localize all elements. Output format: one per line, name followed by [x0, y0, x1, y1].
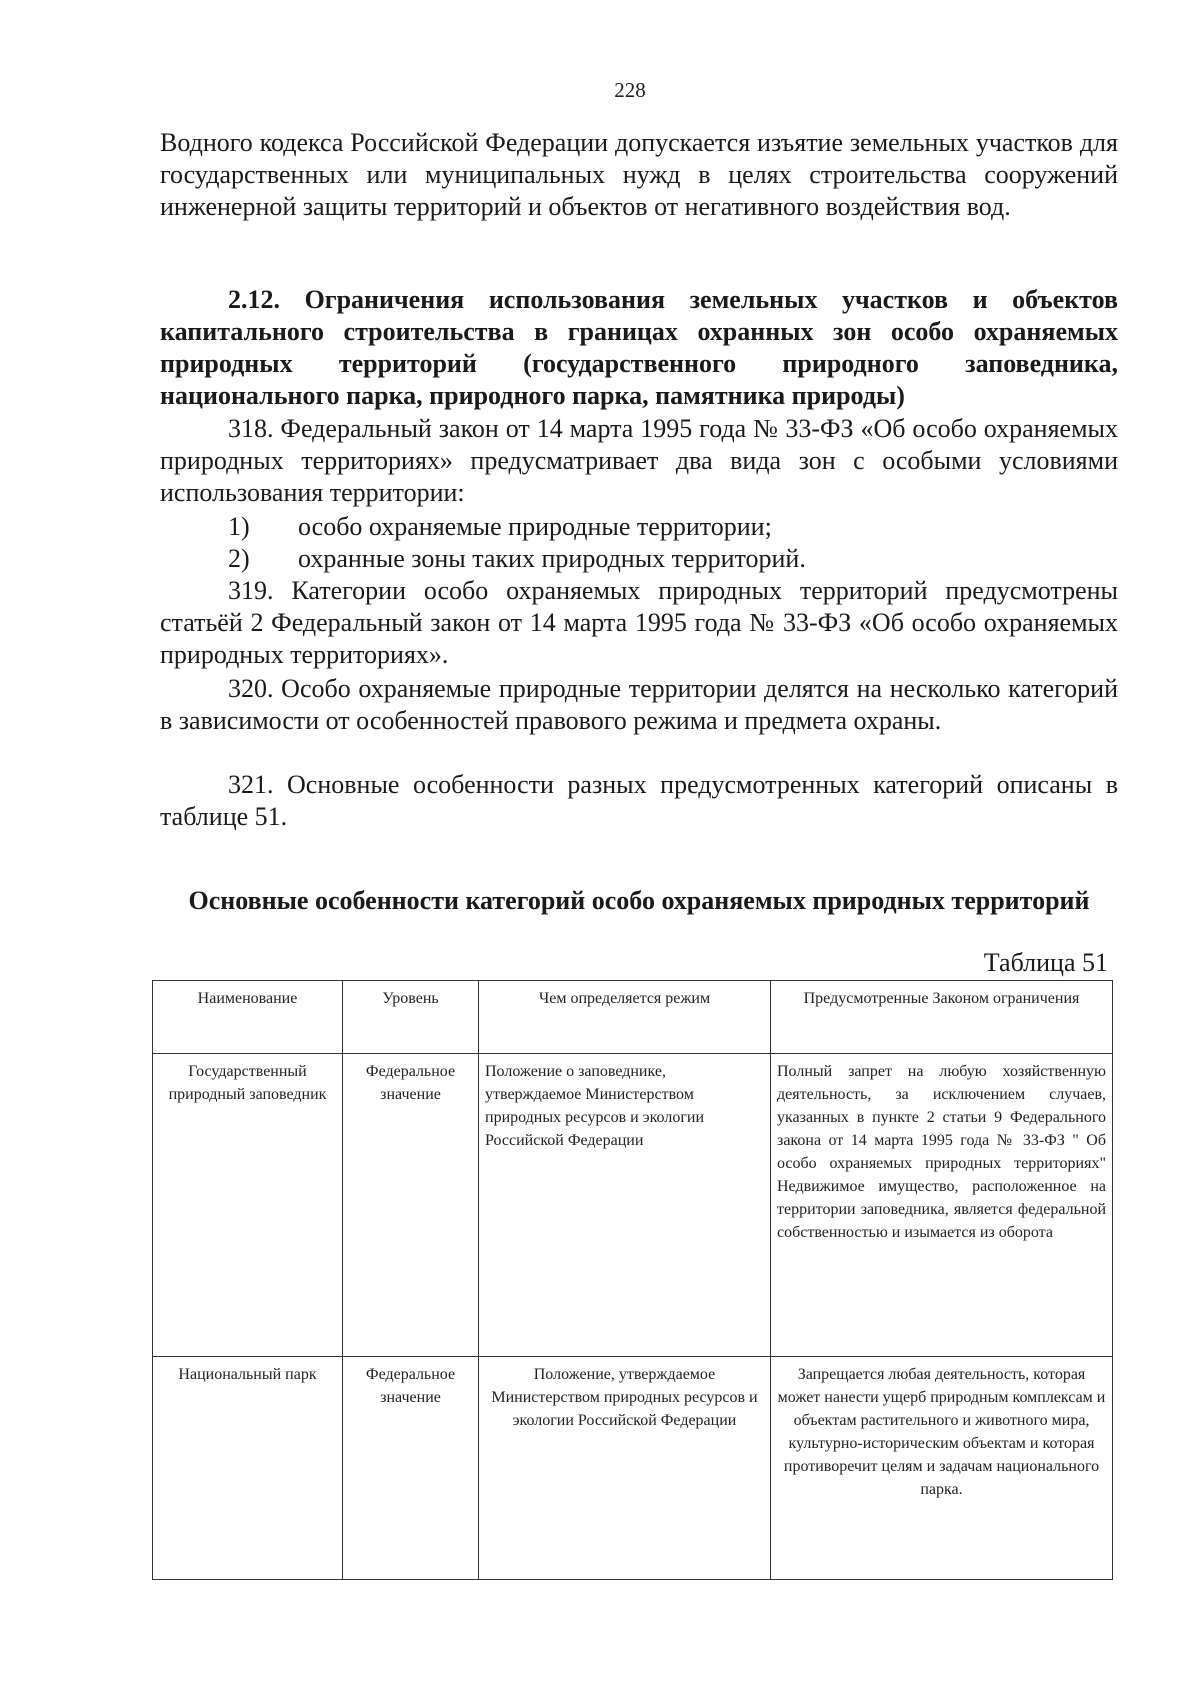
- page-number: 228: [614, 78, 646, 102]
- table-header-row: [153, 981, 1113, 1054]
- table-cell-restrictions: Запрещается любая деятельность, которая может нанести ущерб природным комплексам и объектам растительного и животного мира, культурно-историческим объектам и которая противоречит целям и задачам национального парка.: [771, 1357, 1113, 1580]
- table-header-cell: Чем определяется режим: [479, 981, 771, 1054]
- table-row: [153, 1357, 1113, 1580]
- table-caption: Таблица 51: [983, 948, 1108, 977]
- categories-table: [152, 980, 1113, 1580]
- list-item: [228, 511, 772, 543]
- table-header-cell: Уровень: [343, 981, 479, 1054]
- table-cell-level: Федеральное значение: [343, 1357, 479, 1580]
- table-cell-regime: Положение о заповеднике, утверждаемое Министерством природных ресурсов и экологии Российской Федерации: [479, 1054, 771, 1357]
- table-cell-level: Федеральное значение: [343, 1054, 479, 1357]
- table-cell-name: Государственный природный заповедник: [153, 1054, 343, 1357]
- table-cell-regime: Положение, утверждаемое Министерством природных ресурсов и экологии Российской Федерации: [479, 1357, 771, 1580]
- list-item-text: особо охраняемые природные территории;: [298, 512, 772, 541]
- paragraph-320: 320. Особо охраняемые природные территории делятся на несколько категорий в зависимости от особенностей правового режима и предмета охраны.: [160, 674, 1118, 735]
- table-row: [153, 1054, 1113, 1357]
- list-item-text: охранные зоны таких природных территорий.: [298, 544, 806, 573]
- table-header-cell: Предусмотренные Законом ограничения: [771, 981, 1113, 1054]
- paragraph-intro: Водного кодекса Российской Федерации допускается изъятие земельных участков для государственных или муниципальных нужд в целях строительства сооружений инженерной защиты территорий и объектов от негативного воздействия вод.: [160, 128, 1118, 221]
- list-item-number: 1): [228, 512, 250, 541]
- table-cell-restrictions: Полный запрет на любую хозяйственную деятельность, за исключением случаев, указанных в пункте 2 статьи 9 Федерального закона от 14 марта 1995 года № 33-ФЗ " Об особо охраняемых природных территориях" Недвижимое имущество, расположенное на территории заповедника, является федеральной собственностью и изымается из оборота: [771, 1054, 1113, 1357]
- list-item: [228, 543, 806, 575]
- list-item-number: 2): [228, 544, 250, 573]
- paragraph-319: 319. Категории особо охраняемых природных территорий предусмотрены статьёй 2 Федеральный закон от 14 марта 1995 года № 33-ФЗ «Об особо охраняемых природных территориях».: [160, 576, 1118, 669]
- table-cell-name: Национальный парк: [153, 1357, 343, 1580]
- paragraph-321: 321. Основные особенности разных предусмотренных категорий описаны в таблице 51.: [160, 770, 1118, 831]
- table-title: Основные особенности категорий особо охраняемых природных территорий: [188, 886, 1090, 915]
- paragraph-318: 318. Федеральный закон от 14 марта 1995 года № 33-ФЗ «Об особо охраняемых природных территориях» предусматривает два вида зон с особыми условиями использования территории:: [160, 414, 1118, 507]
- section-heading: 2.12. Ограничения использования земельных участков и объектов капитального строительства в границах охранных зон особо охраняемых природных территорий (государственного природного заповедника, национального парка, природного парка, памятника природы): [160, 285, 1118, 410]
- table-header-cell: Наименование: [153, 981, 343, 1054]
